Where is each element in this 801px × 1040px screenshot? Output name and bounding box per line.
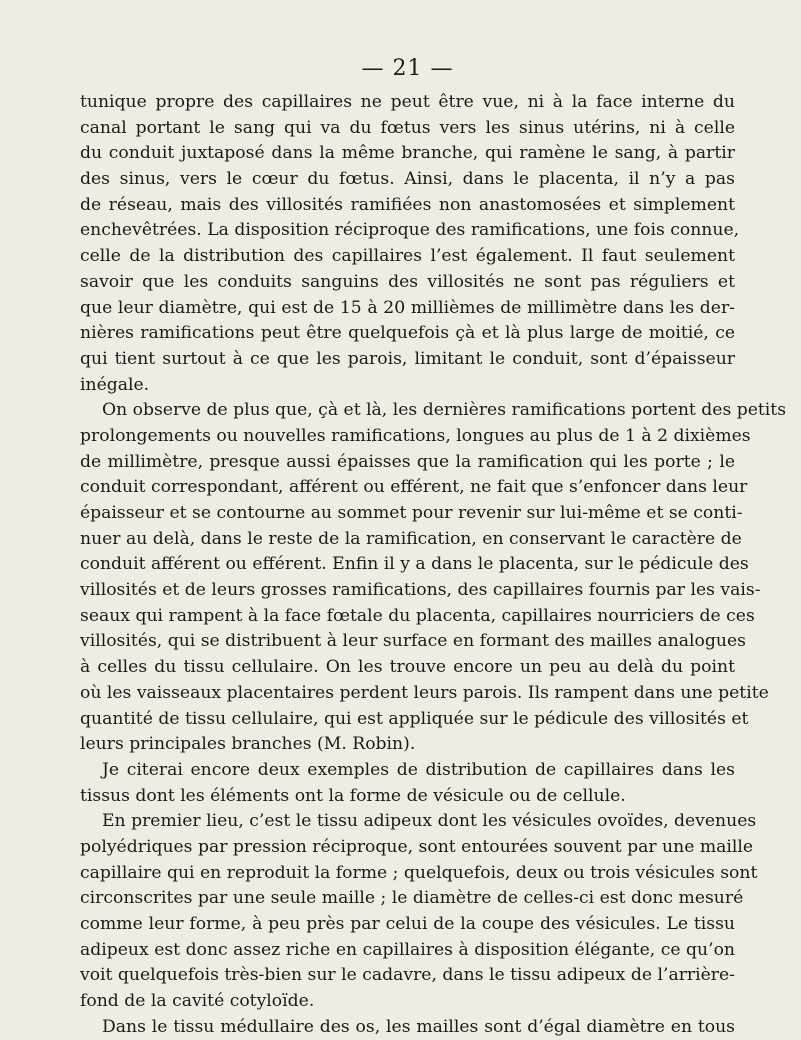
text-line: On observe de plus que, çà et là, les dernières ramifications portent des petits (102, 400, 787, 421)
text-line: nières ramifications peut être quelquefois çà et là plus large de moitié, ce (80, 323, 735, 344)
text-line: de réseau, mais des villosités ramifiées non anastomosées et simplement (80, 194, 735, 215)
text-line: leurs principales branches (M. Robin). (80, 734, 416, 755)
text-line: capillaire qui en reproduit la forme ; quelquefois, deux ou trois vésicules sont (80, 862, 758, 883)
text-line: seaux qui rampent à la face fœtale du placenta, capillaires nourriciers de ces (80, 605, 755, 626)
paragraph (80, 90, 740, 398)
text-line: tunique propre des capillaires ne peut être vue, ni à la face interne du (80, 92, 735, 112)
text-line: conduit afférent ou efférent. Enfin il y a dans le placenta, sur le pédicule des (80, 554, 749, 575)
text-line: qui tient surtout à ce que les parois, limitant le conduit, sont d’épaisseur (80, 348, 735, 369)
text-line: nuer au delà, dans le reste de la ramification, en conservant le caractère de (80, 528, 742, 549)
text-line: adipeux est donc assez riche en capillaires à disposition élégante, ce qu’on (80, 939, 735, 960)
text-line: de millimètre, presque aussi épaisses que la ramification qui les porte ; le (80, 451, 735, 472)
page-number: — 21 — (361, 56, 454, 81)
text-line: épaisseur et se contourne au sommet pour revenir sur lui-même et se conti- (80, 503, 743, 523)
text-line: fond de la cavité cotyloïde. (80, 991, 315, 1012)
text-line: Dans le tissu médullaire des os, les mailles sont d’égal diamètre en tous (102, 1016, 735, 1037)
paragraph (80, 809, 758, 1015)
text-line: du conduit juxtaposé dans la même branche, qui ramène le sang, à partir (80, 143, 735, 164)
text-line: En premier lieu, c’est le tissu adipeux dont les vésicules ovoïdes, devenues (102, 811, 757, 832)
text-line: villosités, qui se distribuent à leur surface en formant des mailles analogues (80, 631, 746, 652)
text-line: Je citerai encore deux exemples de distribution de capillaires dans les (102, 759, 735, 780)
text-line: villosités et de leurs grosses ramifications, des capillaires fournis par les vais- (80, 580, 761, 601)
text-line: que leur diamètre, qui est de 15 à 20 millièmes de millimètre dans les der- (80, 297, 735, 318)
text-line: canal portant le sang qui va du fœtus vers les sinus utérins, ni à celle (80, 117, 735, 138)
text-line: enchevêtrées. La disposition réciproque des ramifications, une fois connue, (80, 220, 740, 241)
text-line: à celles du tissu cellulaire. On les trouve encore un peu au delà du point (80, 657, 735, 678)
text-line: inégale. (80, 374, 150, 395)
paragraph (80, 398, 787, 758)
body-text (80, 90, 787, 1040)
text-line: tissus dont les éléments ont la forme de vésicule ou de cellule. (80, 785, 626, 806)
text-line: comme leur forme, à peu près par celui de la coupe des vésicules. Le tissu (80, 914, 735, 934)
paragraph (80, 758, 735, 809)
text-line: où les vaisseaux placentaires perdent leurs parois. Ils rampent dans une petite (80, 682, 769, 703)
text-line: savoir que les conduits sanguins des villosités ne sont pas réguliers et (80, 271, 735, 292)
text-line: voit quelquefois très-bien sur le cadavre, dans le tissu adipeux de l’arrière- (80, 965, 735, 986)
text-line: celle de la distribution des capillaires l’est également. Il faut seulement (80, 246, 735, 267)
text-line: quantité de tissu cellulaire, qui est appliquée sur le pédicule des villosités et (80, 708, 749, 729)
text-line: polyédriques par pression réciproque, sont entourées souvent par une maille (80, 836, 754, 857)
text-line: des sinus, vers le cœur du fœtus. Ainsi, dans le placenta, il n’y a pas (80, 169, 735, 190)
text-line: prolongements ou nouvelles ramifications, longues au plus de 1 à 2 dixièmes (80, 425, 751, 446)
paragraph (80, 1015, 735, 1040)
text-line: conduit correspondant, afférent ou efférent, ne fait que s’enfoncer dans leur (80, 477, 748, 498)
text-line: circonscrites par une seule maille ; le diamètre de celles-ci est donc mesuré (80, 888, 744, 909)
